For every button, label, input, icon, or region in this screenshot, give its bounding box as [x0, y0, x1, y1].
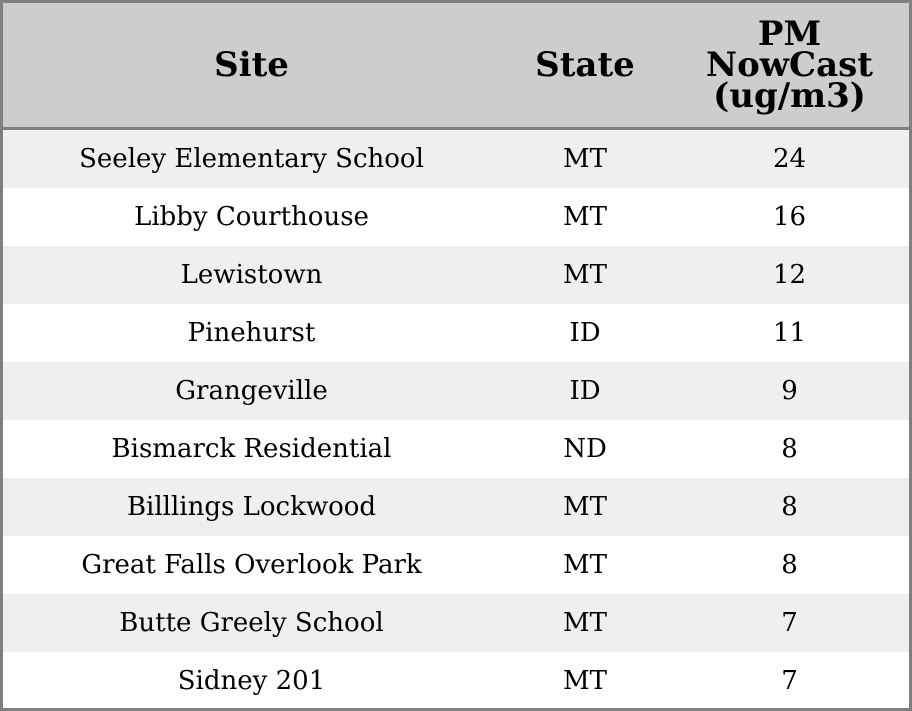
table-row [3, 594, 909, 652]
header-site [3, 3, 500, 129]
header-pm-line-1: PM [757, 13, 822, 54]
site-cell: Grangeville [3, 362, 500, 420]
header-pm-line-2: NowCast [706, 44, 873, 85]
pm-value-cell: 16 [670, 188, 909, 246]
site-cell: Libby Courthouse [3, 188, 500, 246]
table-row [3, 478, 909, 536]
site-cell: Bismarck Residential [3, 420, 500, 478]
table-row [3, 420, 909, 478]
site-cell: Sidney 201 [3, 652, 500, 710]
site-cell: Butte Greely School [3, 594, 500, 652]
pm-value-cell: 24 [670, 129, 909, 189]
state-cell: ID [500, 304, 670, 362]
table-row [3, 304, 909, 362]
pm-value-cell: 7 [670, 652, 909, 710]
table-row [3, 536, 909, 594]
table-row [3, 129, 909, 189]
table-row [3, 362, 909, 420]
site-cell: Pinehurst [3, 304, 500, 362]
pm-value-cell: 12 [670, 246, 909, 304]
header-row [3, 3, 909, 129]
pm-value-cell: 9 [670, 362, 909, 420]
table-row [3, 188, 909, 246]
state-cell: MT [500, 536, 670, 594]
state-cell: ID [500, 362, 670, 420]
site-cell: Lewistown [3, 246, 500, 304]
table-row [3, 246, 909, 304]
pm-nowcast-table [3, 3, 909, 710]
header-pm-nowcast [670, 3, 909, 129]
state-cell: MT [500, 188, 670, 246]
site-cell: Great Falls Overlook Park [3, 536, 500, 594]
state-cell: MT [500, 478, 670, 536]
state-cell: MT [500, 246, 670, 304]
pm-value-cell: 11 [670, 304, 909, 362]
state-cell: MT [500, 129, 670, 189]
table-row [3, 652, 909, 710]
header-state-line: State [535, 44, 635, 85]
header-site-line: Site [214, 44, 289, 85]
site-cell: Billlings Lockwood [3, 478, 500, 536]
pm-value-cell: 8 [670, 420, 909, 478]
state-cell: ND [500, 420, 670, 478]
header-state [500, 3, 670, 129]
state-cell: MT [500, 594, 670, 652]
state-cell: MT [500, 652, 670, 710]
pm-value-cell: 8 [670, 478, 909, 536]
pm-value-cell: 8 [670, 536, 909, 594]
site-cell: Seeley Elementary School [3, 129, 500, 189]
pm-value-cell: 7 [670, 594, 909, 652]
header-pm-line-3: (ug/m3) [713, 75, 866, 116]
table-body [3, 129, 909, 711]
